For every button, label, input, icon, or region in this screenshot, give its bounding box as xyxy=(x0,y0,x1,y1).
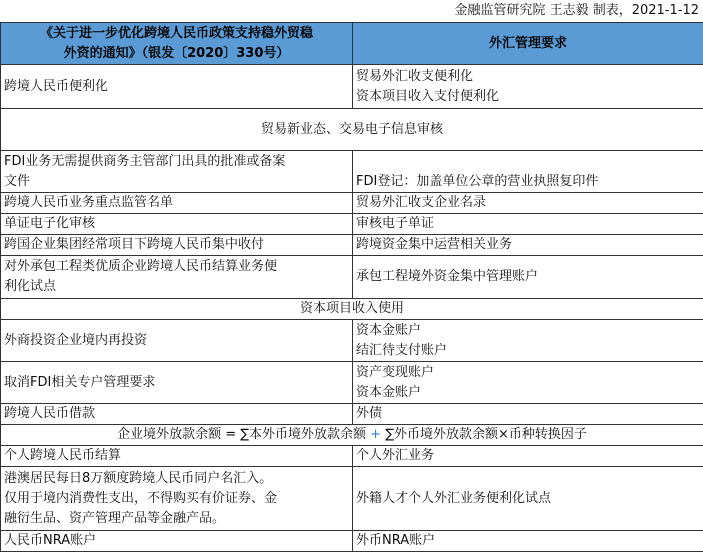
policy-cell: 跨境人民币借款 xyxy=(1,404,353,425)
fx-cell: 承包工程境外资金集中管理账户 xyxy=(353,256,703,299)
fx-cell: 资产变现账户 资本金账户 xyxy=(353,362,703,404)
table-row xyxy=(1,404,703,425)
policy-cell: FDI业务无需提供商务主管部门出具的批准或备案 文件 xyxy=(1,151,353,193)
header-fx-requirements: 外汇管理要求 xyxy=(353,23,703,65)
table-row xyxy=(1,362,703,404)
fx-cell: 外币NRA账户 xyxy=(353,531,703,552)
fx-cell: FDI登记：加盖单位公章的营业执照复印件 xyxy=(353,151,703,193)
table-row xyxy=(1,151,703,193)
table-row xyxy=(1,256,703,299)
fx-cell: 外债 xyxy=(353,404,703,425)
header-policy-document: 《关于进一步优化跨境人民币政策支持稳外贸稳 外资的通知》（银发〔2020〕330号） xyxy=(1,23,353,65)
policy-cell: 港澳居民每日8万额度跨境人民币同户名汇入。 仅用于境内消费性支出，不得购买有价证券、金 融衍生品、资产管理产品等金融产品。 xyxy=(1,467,353,531)
policy-cell: 单证电子化审核 xyxy=(1,214,353,235)
lending-balance-formula: 企业境外放款余额 = ∑本外币境外放款余额 + ∑外币境外放款余额×币种转换因子 xyxy=(1,425,703,446)
fx-cell: 外籍人才个人外汇业务便利化试点 xyxy=(353,467,703,531)
policy-cell: 跨国企业集团经常项目下跨境人民币集中收付 xyxy=(1,235,353,256)
policy-cell: 外商投资企业境内再投资 xyxy=(1,320,353,362)
fx-cell: 资本金账户 结汇待支付账户 xyxy=(353,320,703,362)
section-row xyxy=(1,299,703,320)
section-title: 资本项目收入使用 xyxy=(1,299,703,320)
policy-cell: 个人跨境人民币结算 xyxy=(1,446,353,467)
section-title: 贸易新业态、交易电子信息审核 xyxy=(1,109,703,151)
fx-cell: 跨境资金集中运营相关业务 xyxy=(353,235,703,256)
policy-cell: 跨境人民币便利化 xyxy=(1,65,353,109)
fx-cell: 贸易外汇收支企业名录 xyxy=(353,193,703,214)
table-row xyxy=(1,193,703,214)
table-row xyxy=(1,320,703,362)
fx-cell: 审核电子单证 xyxy=(353,214,703,235)
table-row xyxy=(1,467,703,531)
table-caption: 金融监管研究院 王志毅 制表，2021-1-12 xyxy=(454,3,699,18)
formula-row xyxy=(1,425,703,446)
table-row xyxy=(1,531,703,552)
table-row xyxy=(1,446,703,467)
plus-sign: + xyxy=(370,427,382,442)
table-row xyxy=(1,214,703,235)
section-row xyxy=(1,109,703,151)
policy-cell: 取消FDI相关专户管理要求 xyxy=(1,362,353,404)
fx-cell: 个人外汇业务 xyxy=(353,446,703,467)
policy-cell: 跨境人民币业务重点监管名单 xyxy=(1,193,353,214)
table-row xyxy=(1,65,703,109)
policy-cell: 对外承包工程类优质企业跨境人民币结算业务便 利化试点 xyxy=(1,256,353,299)
fx-cell: 贸易外汇收支便利化 资本项目收入支付便利化 xyxy=(353,65,703,109)
policy-cell: 人民币NRA账户 xyxy=(1,531,353,552)
table-header-row xyxy=(1,23,703,65)
table-row xyxy=(1,235,703,256)
policy-comparison-table xyxy=(0,22,703,552)
